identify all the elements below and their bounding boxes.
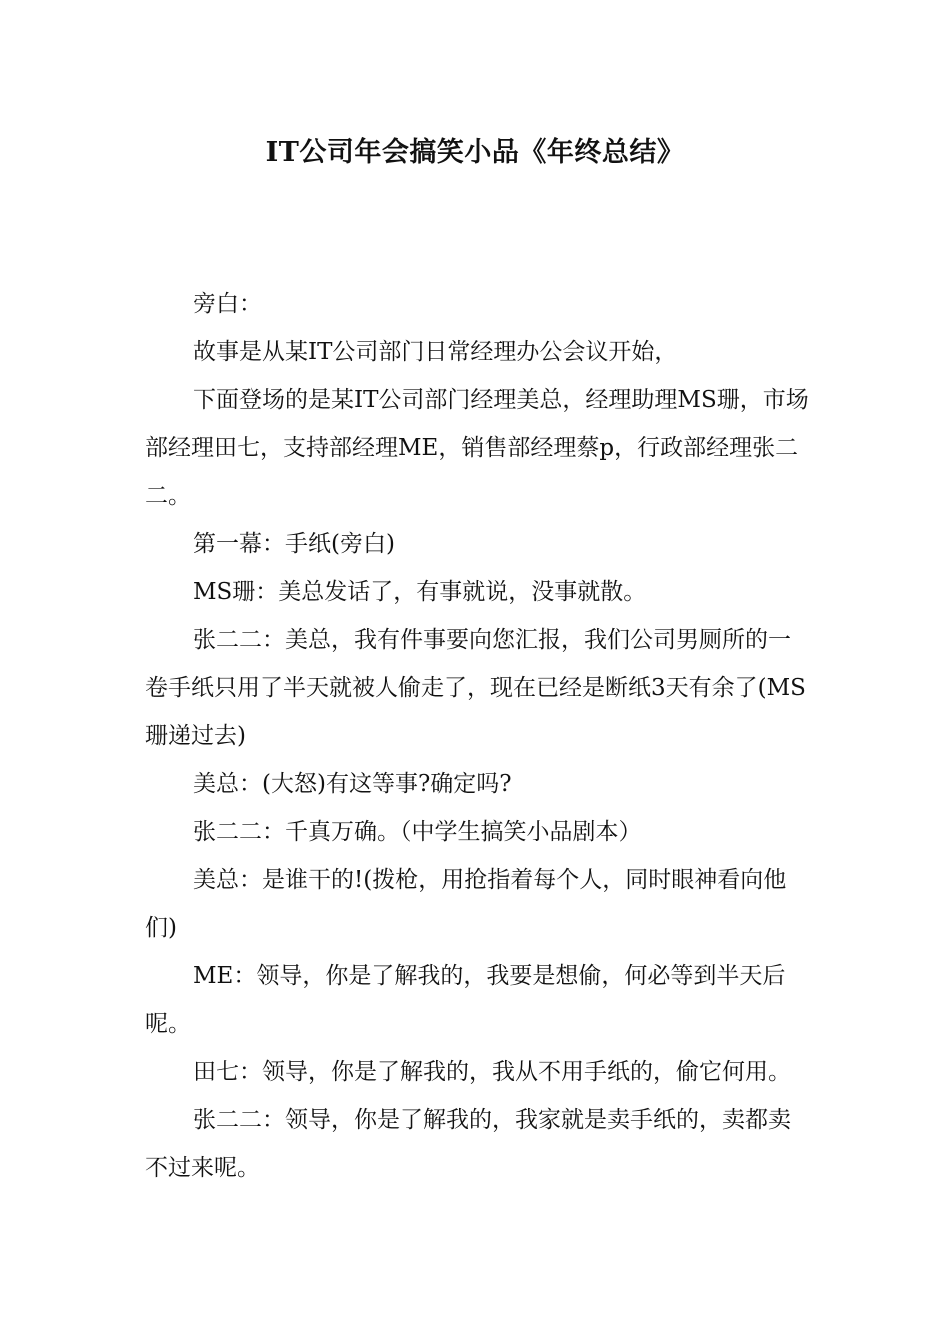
document-title: IT公司年会搞笑小品《年终总结》 [265, 137, 685, 168]
paragraph: 下面登场的是某IT公司部门经理美总，经理助理MS珊，市场部经理田七，支持部经理ME，销售部经理蔡p，行政部经理张二二。 [145, 387, 809, 509]
paragraph: 美总：(大怒)有这等事?确定吗? [193, 771, 512, 797]
paragraph: 旁白： [193, 291, 262, 317]
paragraph: 故事是从某IT公司部门日常经理办公会议开始， [193, 339, 678, 365]
paragraph: 田七：领导，你是了解我的，我从不用手纸的，偷它何用。 [193, 1059, 791, 1085]
paragraph: 第一幕：手纸(旁白) [193, 531, 395, 557]
document-body [145, 280, 810, 1192]
paragraph: 张二二：领导，你是了解我的，我家就是卖手纸的，卖都卖不过来呢。 [145, 1107, 791, 1181]
paragraph: MS珊：美总发话了，有事就说，没事就散。 [193, 579, 647, 605]
paragraph: 张二二：千真万确。（中学生搞笑小品剧本） [193, 819, 642, 845]
paragraph: 张二二：美总，我有件事要向您汇报，我们公司男厕所的一卷手纸只用了半天就被人偷走了，现在已经是断纸3天有余了(MS珊递过去) [145, 627, 806, 749]
paragraph: ME：领导，你是了解我的，我要是想偷，何必等到半天后呢。 [145, 963, 786, 1037]
paragraph: 美总：是谁干的!(拨枪，用抢指着每个人，同时眼神看向他们) [145, 867, 787, 941]
